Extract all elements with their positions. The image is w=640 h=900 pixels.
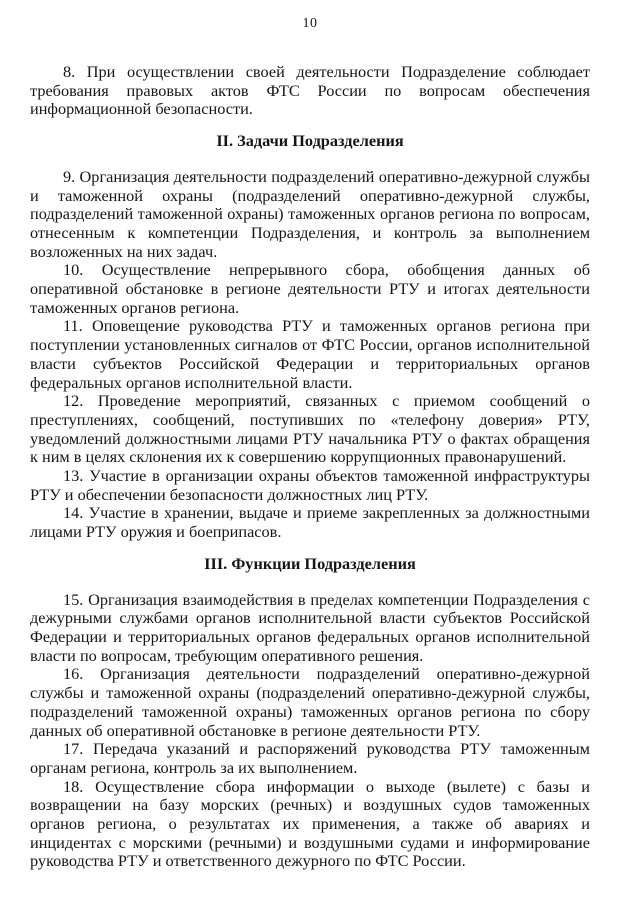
paragraph-11: 11. Оповещение руководства РТУ и таможенных органов региона при поступлении установленных сигналов от ФТС России, органов исполнительной власти субъектов Российской Федерации и территориальных органов федеральных органов исполнительной власти. <box>30 316 590 392</box>
paragraph-8: 8. При осуществлении своей деятельности Подразделение соблюдает требования правовых актов ФТС России по вопросам обеспечения информационной безопасности. <box>30 62 590 119</box>
paragraph-15: 15. Организация взаимодействия в пределах компетенции Подразделения с дежурными службами органов исполнительной власти субъектов Российской Федерации и территориальных органов федеральных органов исполнительной власти по вопросам, требующим оперативного решения. <box>30 589 590 665</box>
paragraph-9: 9. Организация деятельности подразделений оперативно-дежурной службы и таможенной охраны (подразделений оперативно-дежурной службы, подразделений таможенной охраны) таможенных органов региона по вопросам, отнесенным к компетенции Подразделения, и контроль за выполнением возложенных на них задач. <box>30 166 590 261</box>
page-number: 10 <box>302 16 318 31</box>
paragraph-18: 18. Осуществление сбора информации о выходе (вылете) с базы и возвращении на базу морских (речных) и воздушных судов таможенных органов региона, о результатах их применения, а также об авариях и инцидентах с морскими (речными) и воздушными судами и информирование руководства РТУ и ответственного дежурного по ФТС России. <box>30 776 590 871</box>
paragraph-10: 10. Осуществление непрерывного сбора, обобщения данных об оперативной обстановке в регионе деятельности РТУ и итогах деятельности таможенных органов региона. <box>30 260 590 317</box>
paragraph-13: 13. Участие в организации охраны объектов таможенной инфраструктуры РТУ и обеспечении безопасности должностных лиц РТУ. <box>30 466 590 504</box>
section-heading-tasks: II. Задачи Подразделения <box>216 131 404 151</box>
paragraph-14: 14. Участие в хранении, выдаче и приеме закрепленных за должностными лицами РТУ оружия и боеприпасов. <box>30 503 590 542</box>
paragraph-17: 17. Передача указаний и распоряжений руководства РТУ таможенным органам региона, контроль за их выполнением. <box>30 739 590 777</box>
section-heading-functions: III. Функции Подразделения <box>204 553 416 573</box>
paragraph-16: 16. Организация деятельности подразделений оперативно-дежурной службы и таможенной охраны (подразделений оперативно-дежурной службы, подразделений таможенной охраны) таможенных органов региона по сбору данных об оперативной обстановке в регионе деятельности РТУ. <box>30 664 590 740</box>
document-body <box>30 63 590 871</box>
paragraph-12: 12. Проведение мероприятий, связанных с приемом сообщений о преступлениях, сообщений, поступивших по «телефону доверия» РТУ, уведомлений должностными лицами РТУ начальника РТУ о фактах обращения к ним в целях склонения их к совершению коррупционных правонарушений. <box>30 391 590 467</box>
